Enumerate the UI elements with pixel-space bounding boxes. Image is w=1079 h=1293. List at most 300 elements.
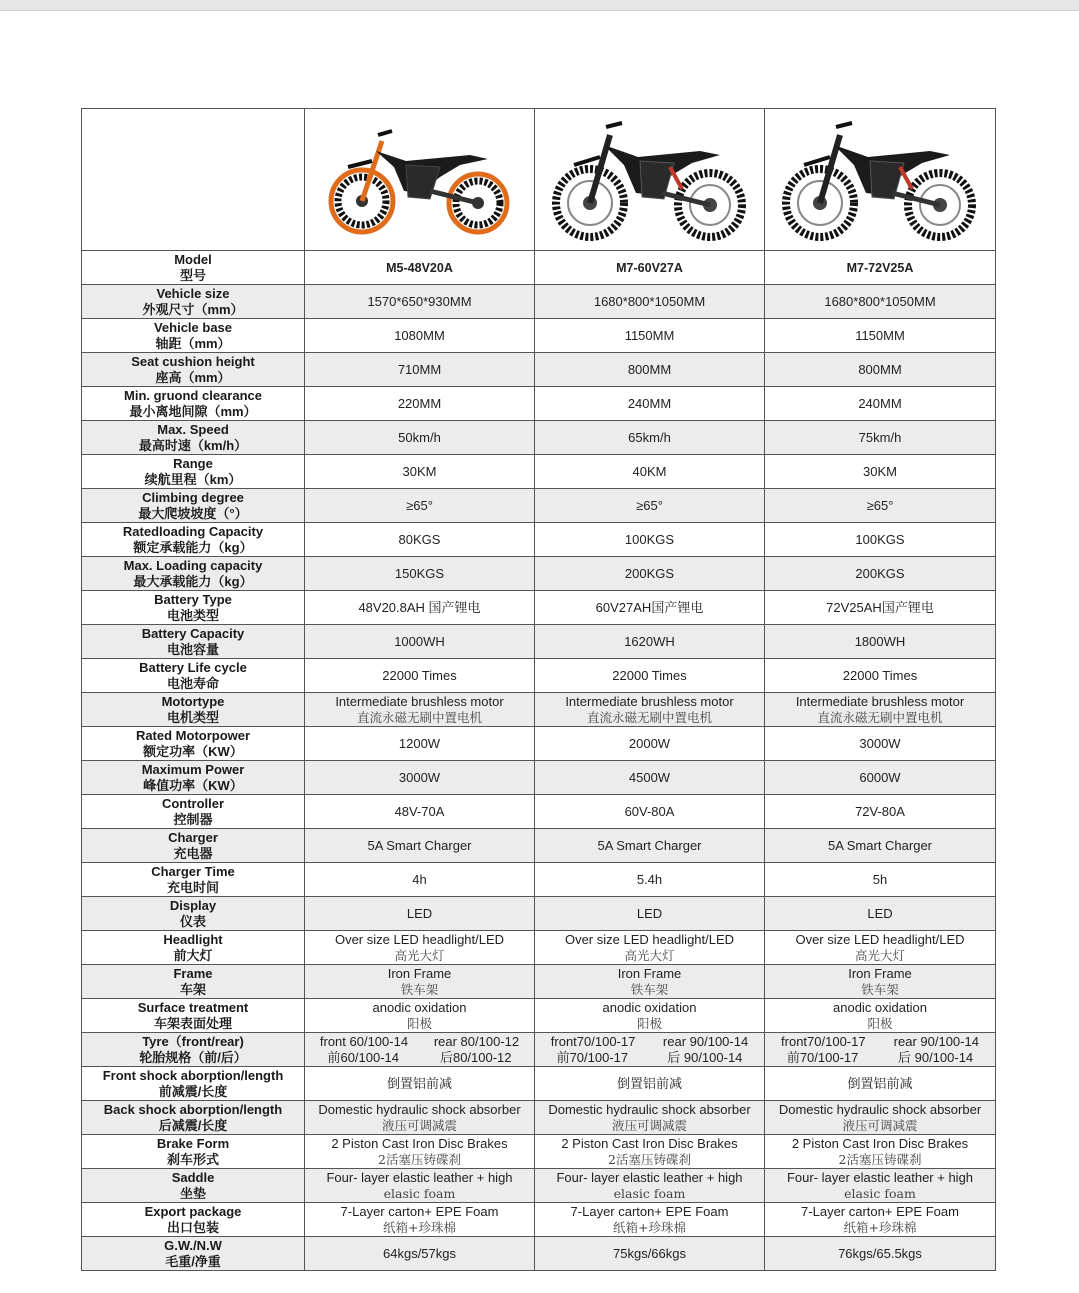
spec-value-text: 1080MM bbox=[394, 327, 445, 343]
spec-value-text: 倒置铝前减 bbox=[847, 1075, 913, 1091]
spec-value-text: 5A Smart Charger bbox=[827, 837, 933, 853]
spec-row bbox=[82, 251, 996, 285]
spec-label bbox=[82, 353, 305, 387]
tyre-rear: rear 80/100-12 bbox=[433, 1033, 520, 1049]
spec-row bbox=[82, 1237, 996, 1271]
spec-label bbox=[82, 591, 305, 625]
spec-value-text: 100KGS bbox=[855, 531, 905, 547]
spec-row bbox=[82, 1203, 996, 1237]
spec-value-text: LED bbox=[406, 905, 433, 921]
spec-label-en: Tyre（front/rear) bbox=[142, 1033, 244, 1049]
spec-value bbox=[535, 1033, 765, 1067]
tyre-line bbox=[767, 1050, 993, 1066]
spec-value bbox=[305, 965, 535, 999]
spec-value-text: 64kgs/57kgs bbox=[383, 1245, 456, 1261]
spec-value-text-zh: 直流永磁无刷中置电机 bbox=[817, 709, 943, 725]
spec-row bbox=[82, 353, 996, 387]
spec-value bbox=[305, 693, 535, 727]
spec-value bbox=[765, 557, 996, 591]
spec-value-text-zh: 铁车架 bbox=[630, 981, 669, 997]
spec-value bbox=[535, 829, 765, 863]
spec-value-text: anodic oxidation bbox=[833, 999, 927, 1015]
spec-label bbox=[82, 285, 305, 319]
spec-label bbox=[82, 1203, 305, 1237]
spec-value-text: 2 Piston Cast Iron Disc Brakes bbox=[561, 1135, 738, 1151]
spec-value bbox=[305, 319, 535, 353]
spec-value-text: 5.4h bbox=[636, 871, 663, 887]
spec-value bbox=[305, 387, 535, 421]
spec-label-en: Saddle bbox=[171, 1169, 215, 1185]
spec-value-text: 2 Piston Cast Iron Disc Brakes bbox=[791, 1135, 969, 1151]
spec-label-en: Climbing degree bbox=[142, 489, 244, 505]
spec-value-text: 100KGS bbox=[624, 531, 675, 547]
spec-row bbox=[82, 931, 996, 965]
spec-value bbox=[305, 1203, 535, 1237]
spec-label-zh: 刹车形式 bbox=[166, 1151, 219, 1167]
spec-label-zh: 额定功率（KW） bbox=[143, 743, 243, 759]
spec-label-zh: 坐垫 bbox=[179, 1185, 206, 1201]
spec-value bbox=[535, 1203, 765, 1237]
spec-label bbox=[82, 1169, 305, 1203]
spec-label-zh: 峰值功率（KW） bbox=[143, 777, 243, 793]
model-image-cell bbox=[765, 109, 996, 251]
spec-value bbox=[305, 659, 535, 693]
spec-value bbox=[305, 251, 535, 285]
spec-value-text: 65km/h bbox=[628, 429, 671, 445]
spec-value bbox=[305, 999, 535, 1033]
spec-label-en: Back shock aborption/length bbox=[103, 1101, 283, 1117]
tyre-rear: rear 90/100-14 bbox=[893, 1033, 979, 1049]
spec-value bbox=[765, 285, 996, 319]
spec-label-zh: 电池类型 bbox=[166, 607, 219, 623]
tyre-rear: 后80/100-12 bbox=[439, 1049, 512, 1065]
spec-value-text-zh: 液压可调减震 bbox=[381, 1117, 457, 1133]
spec-value bbox=[305, 455, 535, 489]
spec-label bbox=[82, 557, 305, 591]
spec-row bbox=[82, 1067, 996, 1101]
spec-value-text: 22000 Times bbox=[382, 667, 457, 683]
spec-value-text-zh: 2活塞压铸碟刹 bbox=[838, 1151, 922, 1167]
spec-row bbox=[82, 965, 996, 999]
spec-label-en: Front shock aborption/length bbox=[102, 1067, 284, 1083]
spec-label-zh: 控制器 bbox=[173, 811, 213, 827]
spec-label bbox=[82, 421, 305, 455]
spec-label-en: Min. gruond clearance bbox=[124, 387, 262, 403]
spec-value-text: 1570*650*930MM bbox=[367, 293, 472, 309]
spec-label-en: Headlight bbox=[163, 931, 223, 947]
spec-label-zh: 充电器 bbox=[173, 845, 213, 861]
spec-value-text-zh: elasic foam bbox=[844, 1185, 916, 1201]
spec-label-en: Motortype bbox=[161, 693, 225, 709]
spec-value-text: Domestic hydraulic shock absorber bbox=[778, 1101, 982, 1117]
spec-value-text: 50km/h bbox=[398, 429, 441, 445]
spec-value bbox=[765, 931, 996, 965]
black-dirt-bike-icon bbox=[550, 115, 750, 245]
spec-value-text: 1620WH bbox=[624, 633, 675, 649]
spec-label bbox=[82, 761, 305, 795]
spec-row bbox=[82, 319, 996, 353]
spec-value-text: ≥65° bbox=[866, 497, 894, 513]
spec-value bbox=[305, 897, 535, 931]
spec-value-text: M5-48V20A bbox=[386, 260, 453, 275]
tyre-rear: rear 90/100-14 bbox=[662, 1033, 749, 1049]
spec-value bbox=[535, 693, 765, 727]
spec-value-text-zh: 直流永磁无刷中置电机 bbox=[356, 709, 482, 725]
spec-value-text: 6000W bbox=[859, 769, 901, 785]
spec-label bbox=[82, 1101, 305, 1135]
spec-value-text: 3000W bbox=[859, 735, 901, 751]
spec-value-text: 30KM bbox=[863, 463, 897, 479]
spec-value bbox=[535, 965, 765, 999]
spec-label-en: Ratedloading Capacity bbox=[122, 523, 264, 539]
spec-value bbox=[535, 1169, 765, 1203]
spec-value bbox=[535, 251, 765, 285]
spec-value-text: 240MM bbox=[858, 395, 902, 411]
spec-value-text-zh: 高光大灯 bbox=[394, 947, 445, 963]
spec-label-en: Display bbox=[169, 897, 217, 913]
window-top-bar bbox=[0, 0, 1079, 11]
spec-value bbox=[765, 489, 996, 523]
spec-value bbox=[535, 1067, 765, 1101]
spec-value bbox=[765, 1033, 996, 1067]
spec-label bbox=[82, 625, 305, 659]
spec-label bbox=[82, 1237, 305, 1271]
spec-value bbox=[305, 353, 535, 387]
spec-value-text: 60V27AH国产锂电 bbox=[595, 599, 704, 615]
spec-value-text: 7-Layer carton+ EPE Foam bbox=[340, 1203, 499, 1219]
spec-value-text: Iron Frame bbox=[387, 965, 452, 981]
spec-value bbox=[765, 1203, 996, 1237]
spec-value-text: 800MM bbox=[627, 361, 672, 377]
spec-label-en: Range bbox=[173, 455, 213, 471]
spec-value-text: M7-72V25A bbox=[846, 260, 914, 275]
spec-value bbox=[305, 1135, 535, 1169]
spec-value-text-zh: elasic foam bbox=[383, 1185, 456, 1201]
tyre-line bbox=[307, 1050, 532, 1066]
spec-table bbox=[81, 108, 996, 1271]
tyre-front: 前70/100-17 bbox=[786, 1049, 859, 1065]
spec-value-text-zh: 铁车架 bbox=[400, 981, 439, 997]
black-dirt-bike-icon bbox=[780, 115, 980, 245]
spec-value-text: 7-Layer carton+ EPE Foam bbox=[570, 1203, 729, 1219]
spec-row bbox=[82, 591, 996, 625]
spec-value bbox=[765, 1101, 996, 1135]
spec-label bbox=[82, 897, 305, 931]
spec-label bbox=[82, 965, 305, 999]
spec-value bbox=[765, 1067, 996, 1101]
spec-row bbox=[82, 625, 996, 659]
spec-value-text: 4500W bbox=[628, 769, 671, 785]
tyre-rear: 后 90/100-14 bbox=[667, 1049, 743, 1065]
spec-row bbox=[82, 1135, 996, 1169]
spec-label-en: Max. Speed bbox=[157, 421, 229, 437]
spec-value bbox=[765, 1237, 996, 1271]
spec-value-text: 22000 Times bbox=[842, 667, 918, 683]
spec-label bbox=[82, 489, 305, 523]
spec-value-text: 240MM bbox=[627, 395, 672, 411]
spec-value bbox=[535, 1237, 765, 1271]
spec-value-text: Intermediate brushless motor bbox=[335, 693, 504, 709]
spec-value-text: 1150MM bbox=[855, 327, 905, 343]
spec-value-text: Over size LED headlight/LED bbox=[564, 931, 735, 947]
spec-value bbox=[765, 727, 996, 761]
spec-value-text-zh: 直流永磁无刷中置电机 bbox=[586, 709, 712, 725]
spec-value-text: Domestic hydraulic shock absorber bbox=[318, 1101, 521, 1117]
spec-value-text: 30KM bbox=[402, 463, 437, 479]
spec-value bbox=[765, 523, 996, 557]
spec-label-en: Rated Motorpower bbox=[135, 727, 251, 743]
spec-value-text: Four- layer elastic leather + high bbox=[786, 1169, 974, 1185]
spec-value-text: 倒置铝前减 bbox=[386, 1075, 452, 1091]
spec-label-en: Charger bbox=[168, 829, 218, 845]
tyre-front: front70/100-17 bbox=[781, 1033, 866, 1049]
spec-label-en: G.W./N.W bbox=[164, 1237, 222, 1253]
spec-value-text: 150KGS bbox=[394, 565, 445, 581]
spec-value bbox=[305, 1101, 535, 1135]
spec-label bbox=[82, 319, 305, 353]
spec-label-zh: 续航里程（km） bbox=[144, 471, 242, 487]
spec-value-text-zh: 纸箱+珍珠棉 bbox=[843, 1219, 917, 1235]
spec-row bbox=[82, 1033, 996, 1067]
spec-row bbox=[82, 863, 996, 897]
spec-label-en: Brake Form bbox=[156, 1135, 230, 1151]
spec-value-text: 75kgs/66kgs bbox=[613, 1245, 686, 1261]
spec-label-en: Surface treatment bbox=[137, 999, 249, 1015]
spec-value-text: 4h bbox=[412, 871, 427, 887]
spec-value-text: Domestic hydraulic shock absorber bbox=[548, 1101, 751, 1117]
spec-value bbox=[305, 523, 535, 557]
spec-value bbox=[535, 1101, 765, 1135]
spec-row bbox=[82, 727, 996, 761]
spec-value-text: ≥65° bbox=[406, 497, 433, 513]
spec-value bbox=[765, 353, 996, 387]
spec-value-text: 72V-80A bbox=[855, 803, 905, 819]
spec-label-en: Model bbox=[174, 251, 212, 267]
spec-label-zh: 出口包装 bbox=[166, 1219, 219, 1235]
spec-label-zh: 电池容量 bbox=[166, 641, 219, 657]
spec-value bbox=[535, 1135, 765, 1169]
spec-value-text: 60V-80A bbox=[624, 803, 675, 819]
spec-value-text-zh: 高光大灯 bbox=[854, 947, 905, 963]
spec-label-en: Controller bbox=[161, 795, 225, 811]
spec-value bbox=[535, 625, 765, 659]
spec-value bbox=[535, 319, 765, 353]
spec-value bbox=[535, 523, 765, 557]
spec-value bbox=[765, 863, 996, 897]
spec-value bbox=[765, 1135, 996, 1169]
spec-label-zh: 毛重/净重 bbox=[165, 1253, 221, 1269]
spec-value bbox=[535, 421, 765, 455]
spec-label-zh: 最小离地间隙（mm） bbox=[129, 403, 257, 419]
spec-value-text: 2000W bbox=[628, 735, 671, 751]
spec-value bbox=[765, 693, 996, 727]
spec-value-text: 1800WH bbox=[854, 633, 906, 649]
spec-label-zh: 充电时间 bbox=[166, 879, 219, 895]
spec-value bbox=[305, 761, 535, 795]
spec-value bbox=[535, 659, 765, 693]
spec-value-text: 72V25AH国产锂电 bbox=[826, 599, 934, 615]
spec-label-zh: 最高时速（km/h） bbox=[138, 437, 248, 453]
spec-row bbox=[82, 489, 996, 523]
spec-value bbox=[305, 1237, 535, 1271]
spec-label bbox=[82, 931, 305, 965]
spec-label-zh: 型号 bbox=[179, 267, 206, 283]
spec-value-text: 48V-70A bbox=[394, 803, 445, 819]
spec-value-text: Four- layer elastic leather + high bbox=[326, 1169, 513, 1185]
spec-label-zh: 后减震/长度 bbox=[158, 1117, 228, 1133]
spec-value-text: 3000W bbox=[398, 769, 441, 785]
tyre-front: front 60/100-14 bbox=[319, 1033, 409, 1049]
spec-label-zh: 最大爬坡坡度（°） bbox=[138, 505, 248, 521]
spec-label-en: Charger Time bbox=[151, 863, 235, 879]
spec-value bbox=[305, 557, 535, 591]
spec-value bbox=[765, 387, 996, 421]
spec-value bbox=[535, 285, 765, 319]
spec-row bbox=[82, 1169, 996, 1203]
spec-value bbox=[535, 863, 765, 897]
spec-label-zh: 车架 bbox=[179, 981, 206, 997]
spec-label bbox=[82, 251, 305, 285]
spec-label bbox=[82, 863, 305, 897]
spec-value-text: 7-Layer carton+ EPE Foam bbox=[801, 1203, 959, 1219]
spec-value-text-zh: elasic foam bbox=[613, 1185, 686, 1201]
spec-value bbox=[305, 421, 535, 455]
spec-value bbox=[765, 659, 996, 693]
spec-value-text: Intermediate brushless motor bbox=[565, 693, 734, 709]
spec-row bbox=[82, 829, 996, 863]
tyre-front: front70/100-17 bbox=[550, 1033, 636, 1049]
spec-value-text: 48V20.8AH 国产锂电 bbox=[358, 599, 481, 615]
spec-value bbox=[535, 931, 765, 965]
spec-value bbox=[765, 999, 996, 1033]
spec-value-text: 800MM bbox=[858, 361, 902, 377]
spec-value-text: Iron Frame bbox=[617, 965, 682, 981]
spec-label-en: Seat cushion height bbox=[131, 353, 255, 369]
spec-value-text: 710MM bbox=[397, 361, 442, 377]
tyre-line bbox=[307, 1034, 532, 1050]
spec-value bbox=[305, 931, 535, 965]
spec-value bbox=[305, 1169, 535, 1203]
spec-label-zh: 外观尺寸（mm） bbox=[142, 301, 244, 317]
spec-value-text: Four- layer elastic leather + high bbox=[556, 1169, 743, 1185]
spec-label-zh: 电池寿命 bbox=[166, 675, 219, 691]
spec-label-zh: 座高（mm） bbox=[155, 369, 231, 385]
spec-value bbox=[305, 795, 535, 829]
tyre-line bbox=[537, 1050, 762, 1066]
spec-value bbox=[535, 795, 765, 829]
spec-value-text: 5A Smart Charger bbox=[367, 837, 472, 853]
spec-value bbox=[305, 829, 535, 863]
spec-value bbox=[765, 795, 996, 829]
spec-value-text: 200KGS bbox=[855, 565, 905, 581]
spec-row bbox=[82, 1101, 996, 1135]
spec-value bbox=[305, 1067, 535, 1101]
spec-value-text: 40KM bbox=[632, 463, 667, 479]
spec-label-en: Max. Loading capacity bbox=[123, 557, 263, 573]
spec-label bbox=[82, 693, 305, 727]
spec-value-text: 倒置铝前减 bbox=[616, 1075, 682, 1091]
spec-value bbox=[305, 727, 535, 761]
spec-value-text: Over size LED headlight/LED bbox=[795, 931, 965, 947]
spec-row bbox=[82, 761, 996, 795]
spec-value-text: 1680*800*1050MM bbox=[593, 293, 706, 309]
spec-value-text: LED bbox=[636, 905, 663, 921]
spec-value bbox=[535, 897, 765, 931]
spec-row bbox=[82, 421, 996, 455]
spec-value-text: LED bbox=[867, 905, 893, 921]
spec-value-text: 1680*800*1050MM bbox=[824, 293, 936, 309]
spec-value-text: Over size LED headlight/LED bbox=[334, 931, 505, 947]
spec-value-text-zh: 阳极 bbox=[406, 1015, 432, 1031]
spec-value bbox=[765, 591, 996, 625]
spec-value-text: 200KGS bbox=[624, 565, 675, 581]
spec-value bbox=[535, 557, 765, 591]
spec-value-text: Iron Frame bbox=[848, 965, 912, 981]
spec-value bbox=[765, 1169, 996, 1203]
spec-value-text: anodic oxidation bbox=[372, 999, 467, 1015]
spec-value-text: 1200W bbox=[398, 735, 441, 751]
spec-value-text: 5A Smart Charger bbox=[597, 837, 702, 853]
spec-value-text-zh: 铁车架 bbox=[861, 981, 899, 997]
spec-value bbox=[535, 761, 765, 795]
spec-value bbox=[305, 489, 535, 523]
spec-label-en: Frame bbox=[173, 965, 213, 981]
tyre-line bbox=[767, 1034, 993, 1050]
model-image-cell bbox=[535, 109, 765, 251]
spec-label bbox=[82, 795, 305, 829]
spec-value-text: 22000 Times bbox=[612, 667, 687, 683]
orange-dirt-bike-icon bbox=[320, 121, 520, 239]
spec-value-text: Intermediate brushless motor bbox=[795, 693, 965, 709]
spec-value bbox=[765, 829, 996, 863]
spec-label bbox=[82, 727, 305, 761]
spec-label-en: Export package bbox=[144, 1203, 242, 1219]
spec-row bbox=[82, 795, 996, 829]
spec-value-text: 2 Piston Cast Iron Disc Brakes bbox=[331, 1135, 508, 1151]
spec-label bbox=[82, 1067, 305, 1101]
tyre-line bbox=[537, 1034, 762, 1050]
spec-value bbox=[535, 591, 765, 625]
spec-label-zh: 仪表 bbox=[179, 913, 206, 929]
spec-value-text: M7-60V27A bbox=[616, 260, 683, 275]
spec-label bbox=[82, 829, 305, 863]
tyre-rear: 后 90/100-14 bbox=[898, 1049, 974, 1065]
spec-value-text: 5h bbox=[872, 871, 888, 887]
spec-row bbox=[82, 387, 996, 421]
spec-row bbox=[82, 455, 996, 489]
spec-value-text-zh: 液压可调减震 bbox=[611, 1117, 687, 1133]
spec-value bbox=[765, 965, 996, 999]
spec-value bbox=[305, 863, 535, 897]
spec-value-text: 75km/h bbox=[858, 429, 902, 445]
spec-value bbox=[305, 285, 535, 319]
spec-table-body bbox=[82, 109, 996, 1271]
spec-label-en: Vehicle base bbox=[153, 319, 233, 335]
spec-value-text: 76kgs/65.5kgs bbox=[838, 1245, 922, 1261]
spec-label bbox=[82, 659, 305, 693]
tyre-front: 前60/100-14 bbox=[327, 1049, 400, 1065]
spec-value bbox=[305, 625, 535, 659]
spec-value-text-zh: 液压可调减震 bbox=[842, 1117, 918, 1133]
spec-label bbox=[82, 523, 305, 557]
spec-label bbox=[82, 1033, 305, 1067]
spec-row bbox=[82, 659, 996, 693]
spec-label bbox=[82, 999, 305, 1033]
spec-label-en: Vehicle size bbox=[156, 285, 230, 301]
spec-row bbox=[82, 999, 996, 1033]
spec-value bbox=[765, 897, 996, 931]
spec-value-text: anodic oxidation bbox=[602, 999, 697, 1015]
